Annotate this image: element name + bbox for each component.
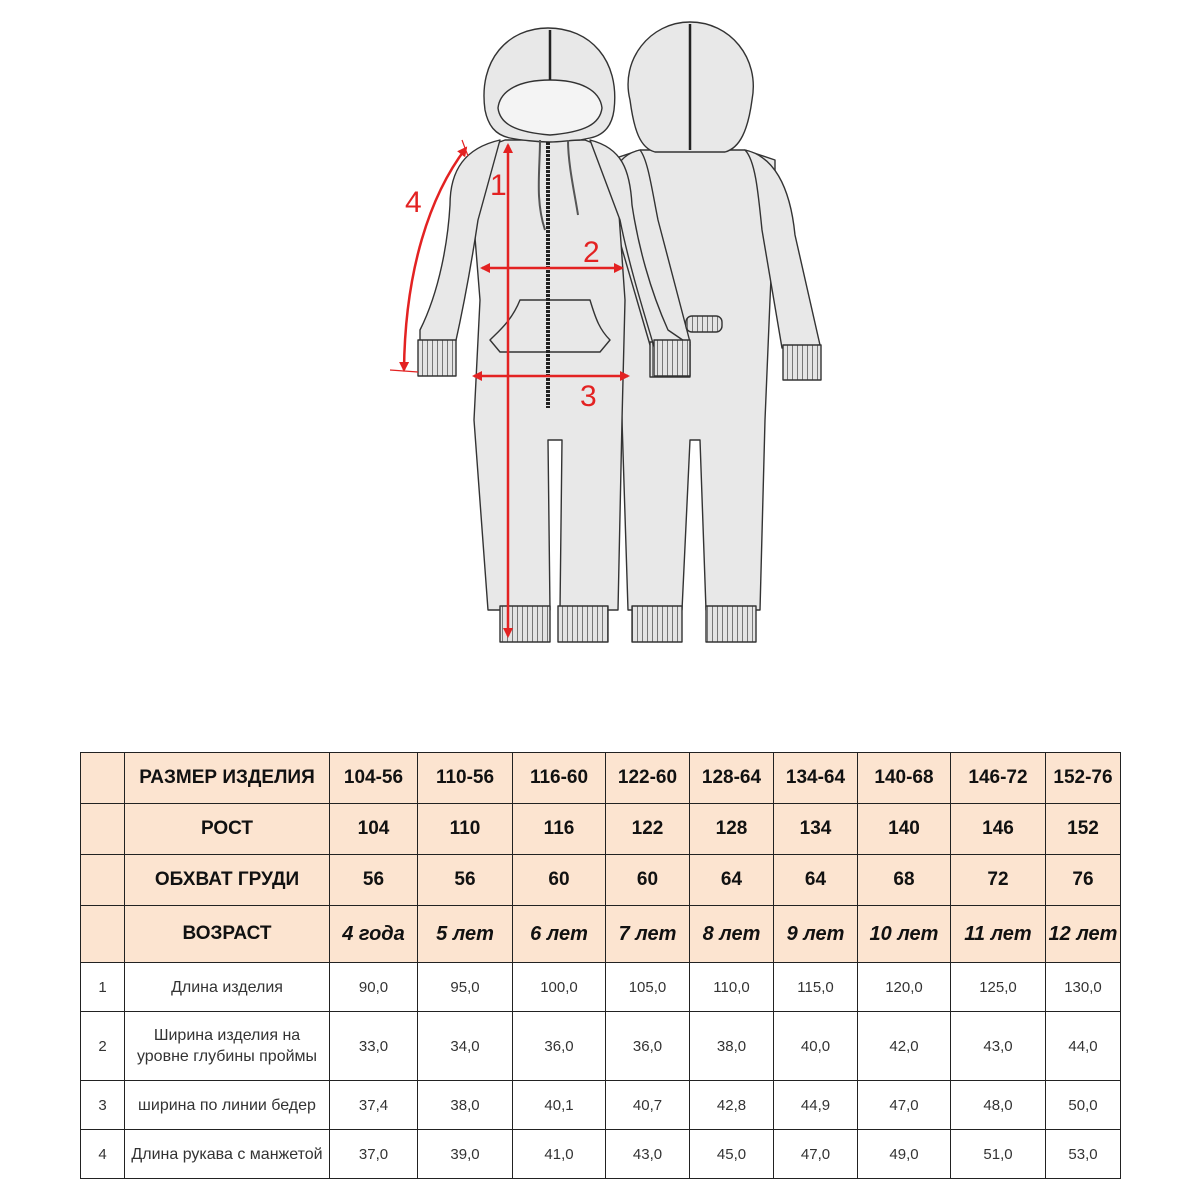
measurement-value: 95,0 (418, 963, 513, 1012)
age-label: ВОЗРАСТ (125, 906, 330, 963)
back-right-ankle-cuff (706, 606, 756, 642)
height-value: 122 (606, 804, 690, 855)
measurement-value: 41,0 (513, 1130, 606, 1179)
measurement-value: 130,0 (1046, 963, 1121, 1012)
measurement-value: 43,0 (951, 1012, 1046, 1081)
measurement-value: 34,0 (418, 1012, 513, 1081)
size-value: 134-64 (774, 753, 858, 804)
measurement-num: 2 (81, 1012, 125, 1081)
measurement-value: 44,0 (1046, 1012, 1121, 1081)
chest-value: 64 (690, 855, 774, 906)
chest-value: 60 (606, 855, 690, 906)
back-waist-band (686, 316, 722, 332)
age-value: 4 года (330, 906, 418, 963)
measurement-value: 37,0 (330, 1130, 418, 1179)
size-value: 146-72 (951, 753, 1046, 804)
height-label: РОСТ (125, 804, 330, 855)
measurement-name: Длина рукава с манжетой (125, 1130, 330, 1179)
height-value: 128 (690, 804, 774, 855)
height-value: 152 (1046, 804, 1121, 855)
age-value: 8 лет (690, 906, 774, 963)
measurement-row (81, 1012, 1121, 1081)
chest-value: 60 (513, 855, 606, 906)
measurement-num: 3 (81, 1081, 125, 1130)
measurement-name: Ширина изделия на уровне глубины проймы (125, 1012, 330, 1081)
size-value: 140-68 (858, 753, 951, 804)
measurement-value: 37,4 (330, 1081, 418, 1130)
age-value: 12 лет (1046, 906, 1121, 963)
size-value: 122-60 (606, 753, 690, 804)
measurement-row (81, 1130, 1121, 1179)
age-value: 11 лет (951, 906, 1046, 963)
measurement-value: 125,0 (951, 963, 1046, 1012)
measurement-value: 42,0 (858, 1012, 951, 1081)
measurement-value: 44,9 (774, 1081, 858, 1130)
chest-value: 56 (418, 855, 513, 906)
sleeve-reference-line (390, 370, 418, 372)
measurement-value: 50,0 (1046, 1081, 1121, 1130)
measurement-value: 42,8 (690, 1081, 774, 1130)
measurement-name: ширина по линии бедер (125, 1081, 330, 1130)
measurement-value: 90,0 (330, 963, 418, 1012)
measurement-value: 33,0 (330, 1012, 418, 1081)
measurement-value: 47,0 (858, 1081, 951, 1130)
header-num-cell (81, 753, 125, 804)
back-right-cuff (783, 345, 821, 380)
chest-value: 72 (951, 855, 1046, 906)
label-4-sleeve: 4 (405, 186, 422, 219)
height-value: 134 (774, 804, 858, 855)
measurement-value: 43,0 (606, 1130, 690, 1179)
height-value: 116 (513, 804, 606, 855)
chest-value: 68 (858, 855, 951, 906)
age-value: 6 лет (513, 906, 606, 963)
measurement-value: 49,0 (858, 1130, 951, 1179)
chest-value: 56 (330, 855, 418, 906)
measurement-value: 48,0 (951, 1081, 1046, 1130)
back-left-ankle-cuff (632, 606, 682, 642)
measurement-row (81, 963, 1121, 1012)
measurement-value: 38,0 (690, 1012, 774, 1081)
size-chart-table (80, 752, 1121, 1179)
measurement-value: 115,0 (774, 963, 858, 1012)
measurement-value: 40,1 (513, 1081, 606, 1130)
measurement-value: 100,0 (513, 963, 606, 1012)
size-value: 116-60 (513, 753, 606, 804)
chest-label: ОБХВАТ ГРУДИ (125, 855, 330, 906)
size-value: 128-64 (690, 753, 774, 804)
measurement-num: 1 (81, 963, 125, 1012)
measurement-value: 120,0 (858, 963, 951, 1012)
label-1-length: 1 (490, 169, 507, 202)
age-value: 9 лет (774, 906, 858, 963)
size-row (81, 753, 1121, 804)
size-value: 152-76 (1046, 753, 1121, 804)
age-row (81, 906, 1121, 963)
jumpsuit-back-view (610, 22, 821, 642)
measurement-value: 39,0 (418, 1130, 513, 1179)
label-2-chest-width: 2 (583, 236, 600, 269)
measurement-value: 36,0 (513, 1012, 606, 1081)
chest-value: 76 (1046, 855, 1121, 906)
measurement-value: 38,0 (418, 1081, 513, 1130)
size-value: 104-56 (330, 753, 418, 804)
age-value: 7 лет (606, 906, 690, 963)
measurement-value: 40,7 (606, 1081, 690, 1130)
size-value: 110-56 (418, 753, 513, 804)
height-row (81, 804, 1121, 855)
front-right-ankle-cuff (558, 606, 608, 642)
chest-row (81, 855, 1121, 906)
front-hood-opening (498, 80, 602, 135)
height-value: 146 (951, 804, 1046, 855)
measurement-value: 45,0 (690, 1130, 774, 1179)
chest-value: 64 (774, 855, 858, 906)
header-num-cell (81, 906, 125, 963)
measurement-value: 110,0 (690, 963, 774, 1012)
age-value: 10 лет (858, 906, 951, 963)
front-right-cuff (654, 340, 690, 376)
header-num-cell (81, 855, 125, 906)
measurement-value: 105,0 (606, 963, 690, 1012)
measurement-value: 51,0 (951, 1130, 1046, 1179)
front-left-cuff (418, 340, 456, 376)
measurement-value: 53,0 (1046, 1130, 1121, 1179)
measurement-value: 36,0 (606, 1012, 690, 1081)
measurement-num: 4 (81, 1130, 125, 1179)
age-value: 5 лет (418, 906, 513, 963)
header-num-cell (81, 804, 125, 855)
height-value: 104 (330, 804, 418, 855)
measurement-value: 47,0 (774, 1130, 858, 1179)
height-value: 140 (858, 804, 951, 855)
measurement-name: Длина изделия (125, 963, 330, 1012)
height-value: 110 (418, 804, 513, 855)
label-3-hip-width: 3 (580, 380, 597, 413)
measurement-value: 40,0 (774, 1012, 858, 1081)
size-label: РАЗМЕР ИЗДЕЛИЯ (125, 753, 330, 804)
measurement-row (81, 1081, 1121, 1130)
